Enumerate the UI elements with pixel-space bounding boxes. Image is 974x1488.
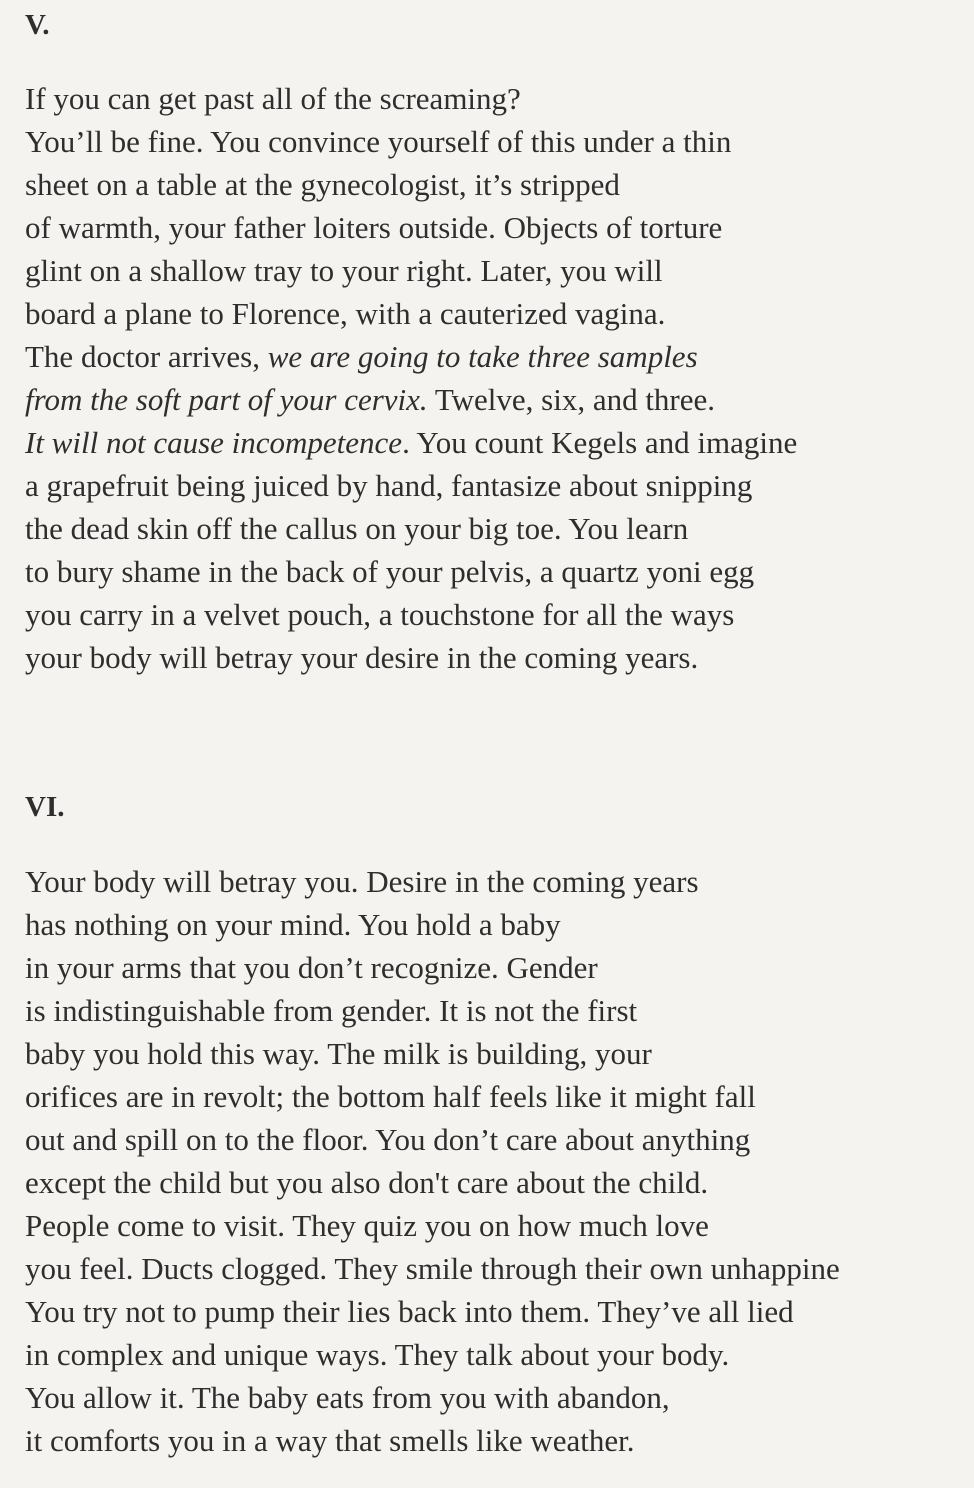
poem-line bbox=[25, 421, 797, 464]
section-heading-v: V. bbox=[25, 9, 50, 41]
poem-text: a grapefruit being juiced by hand, fantasize about snipping bbox=[25, 468, 753, 503]
poem-line bbox=[25, 120, 797, 163]
poem-line bbox=[25, 335, 797, 378]
poem-line bbox=[25, 1333, 840, 1376]
poem-italic-text: It will not cause incompetence bbox=[25, 425, 403, 460]
poem-text: has nothing on your mind. You hold a baby bbox=[25, 907, 561, 942]
poem-text: in complex and unique ways. They talk about your body. bbox=[25, 1337, 730, 1372]
poem-line bbox=[25, 1118, 840, 1161]
poem-text: sheet on a table at the gynecologist, it’s stripped bbox=[25, 167, 620, 202]
poem-text: Twelve, six, and three. bbox=[427, 382, 716, 417]
poem-line bbox=[25, 1419, 840, 1462]
poem-line bbox=[25, 946, 840, 989]
poem-text: orifices are in revolt; the bottom half feels like it might fall bbox=[25, 1079, 756, 1114]
poem-line bbox=[25, 1075, 840, 1118]
poem-text: . You count Kegels and imagine bbox=[402, 425, 798, 460]
poem-text: the dead skin off the callus on your big toe. You learn bbox=[25, 511, 689, 546]
poem-line bbox=[25, 636, 797, 679]
poem-line bbox=[25, 163, 797, 206]
poem-text: board a plane to Florence, with a cauterized vagina. bbox=[25, 296, 666, 331]
poem-text: except the child but you also don't care about the child. bbox=[25, 1165, 709, 1200]
poem-text: your body will betray your desire in the coming years. bbox=[25, 640, 699, 675]
poem-text: out and spill on to the floor. You don’t care about anything bbox=[25, 1122, 751, 1157]
poem-line bbox=[25, 989, 840, 1032]
poem-text: is indistinguishable from gender. It is not the first bbox=[25, 993, 638, 1028]
poem-text: baby you hold this way. The milk is building, your bbox=[25, 1036, 652, 1071]
stanza-v bbox=[25, 77, 797, 679]
poem-line bbox=[25, 1032, 840, 1075]
poem-line bbox=[25, 292, 797, 335]
poem-text: glint on a shallow tray to your right. Later, you will bbox=[25, 253, 663, 288]
poem-text: You’ll be fine. You convince yourself of this under a thin bbox=[25, 124, 732, 159]
poem-line bbox=[25, 903, 840, 946]
poem-line bbox=[25, 1247, 840, 1290]
poem-text: of warmth, your father loiters outside. Objects of torture bbox=[25, 210, 723, 245]
poem-line bbox=[25, 1161, 840, 1204]
poem-line bbox=[25, 593, 797, 636]
poem-text: You allow it. The baby eats from you with abandon, bbox=[25, 1380, 670, 1415]
poem-text: If you can get past all of the screaming? bbox=[25, 81, 521, 116]
poem-text: Your body will betray you. Desire in the coming years bbox=[25, 864, 699, 899]
poem-line bbox=[25, 77, 797, 120]
poem-text: You try not to pump their lies back into them. They’ve all lied bbox=[25, 1294, 794, 1329]
poem-line bbox=[25, 206, 797, 249]
poem-line bbox=[25, 464, 797, 507]
poem-text: in your arms that you don’t recognize. Gender bbox=[25, 950, 598, 985]
poem-text: it comforts you in a way that smells like weather. bbox=[25, 1423, 635, 1458]
stanza-vi bbox=[25, 860, 840, 1462]
poem-text: The doctor arrives, bbox=[25, 339, 268, 374]
poem-line bbox=[25, 507, 797, 550]
poem-line bbox=[25, 1376, 840, 1419]
poem-text: to bury shame in the back of your pelvis, a quartz yoni egg bbox=[25, 554, 755, 589]
poem-line bbox=[25, 1204, 840, 1247]
poem-text: you carry in a velvet pouch, a touchstone for all the ways bbox=[25, 597, 735, 632]
poem-line bbox=[25, 550, 797, 593]
poem-line bbox=[25, 378, 797, 421]
poem-text: People come to visit. They quiz you on how much love bbox=[25, 1208, 709, 1243]
section-heading-vi: VI. bbox=[25, 791, 65, 823]
poem-italic-text: we are going to take three samples bbox=[267, 339, 698, 374]
poem-line bbox=[25, 249, 797, 292]
poem-text: you feel. Ducts clogged. They smile through their own unhappine bbox=[25, 1251, 840, 1286]
poem-line bbox=[25, 860, 840, 903]
poem-line bbox=[25, 1290, 840, 1333]
poem-italic-text: from the soft part of your cervix. bbox=[25, 382, 428, 417]
